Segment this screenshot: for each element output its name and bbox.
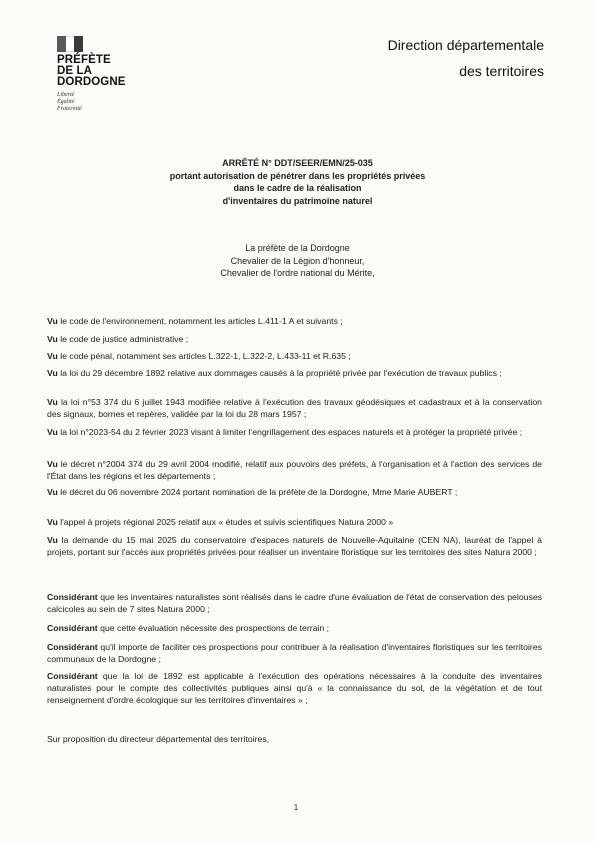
visa-lead: Vu bbox=[47, 316, 58, 326]
visa-lead: Vu bbox=[47, 427, 58, 437]
decree-title bbox=[0, 157, 595, 207]
visa-paragraph bbox=[47, 397, 542, 421]
visa-paragraph bbox=[47, 334, 542, 346]
visa-text: la loi n°2023-54 du 2 février 2023 visant à limiter l'engrillagement des espaces naturels et à protéger la propriété privée ; bbox=[60, 427, 523, 437]
prefecture-name-line: DE LA bbox=[57, 65, 92, 77]
prefecture-logo bbox=[57, 36, 147, 113]
author-distinction: Chevalier de la Légion d'honneur, bbox=[230, 255, 365, 266]
visa-paragraph bbox=[47, 351, 542, 363]
visa-paragraph bbox=[47, 427, 542, 439]
visa-text: le code de justice administrative ; bbox=[60, 334, 189, 344]
visa-text: le décret du 06 novembre 2024 portant nomination de la préfète de la Dordogne, Mme Marie AUBERT ; bbox=[60, 487, 458, 497]
visa-paragraph bbox=[47, 459, 542, 483]
visa-lead: Vu bbox=[47, 334, 58, 344]
motto-line: Liberté bbox=[57, 92, 75, 98]
visa-lead: Vu bbox=[47, 351, 58, 361]
republic-motto bbox=[57, 92, 147, 113]
proposition-line: Sur proposition du directeur départemental des territoires, bbox=[47, 734, 270, 744]
visa-text: le décret n°2004 374 du 29 avril 2004 modifié, relatif aux pouvoirs des préfets, à l'organisation et à l'action des services de l'État dans les régions et les départements ; bbox=[47, 459, 543, 481]
considerant-text: que les inventaires naturalistes sont réalisés dans le cadre d'une évaluation de l'état de conservation des pelouses calcicoles au sein de 7 sites Natura 2000 ; bbox=[47, 592, 542, 614]
visa-lead: Vu bbox=[47, 535, 58, 545]
prefecture-name-line: DORDOGNE bbox=[57, 76, 126, 88]
marianne-flag-icon bbox=[57, 36, 83, 52]
direction-name-line1: Direction départementale bbox=[387, 37, 544, 53]
considerant-lead: Considérant bbox=[47, 642, 98, 652]
visa-paragraph bbox=[47, 535, 542, 559]
direction-name-line2: des territoires bbox=[459, 63, 544, 79]
visa-lead: Vu bbox=[47, 517, 58, 527]
considerant-paragraph bbox=[47, 623, 542, 635]
visa-paragraph bbox=[47, 368, 542, 380]
prefecture-name-line: PRÉFÈTE bbox=[57, 54, 111, 66]
considerant-paragraph bbox=[47, 642, 542, 666]
visa-text: l'appel à projets régional 2025 relatif aux « études et suivis scientifiques Natura 2000 » bbox=[60, 517, 394, 527]
author-distinction: Chevalier de l'ordre national du Mérite, bbox=[220, 268, 375, 278]
visa-lead: Vu bbox=[47, 397, 58, 407]
decree-subject-line: dans le cadre de la réalisation bbox=[233, 183, 362, 193]
prefecture-name bbox=[57, 55, 147, 88]
considerant-lead: Considérant bbox=[47, 671, 98, 681]
visa-lead: Vu bbox=[47, 368, 58, 378]
decree-subject-line: portant autorisation de pénétrer dans les propriétés privées bbox=[169, 170, 426, 181]
visa-text: le code pénal, notamment ses articles L.322-1, L.322-2, L.433-11 et R.635 ; bbox=[60, 351, 351, 361]
author-title: La préfète de la Dordogne bbox=[245, 243, 350, 253]
decree-subject-line: d'inventaires du patrimoine naturel bbox=[222, 195, 373, 206]
visa-paragraph bbox=[47, 487, 542, 499]
considerant-text: que la loi de 1892 est applicable à l'exécution des opérations nécessaires à la conduite des inventaires naturalistes pour le compte des collectivités publiques ainsi qu'à « la connaissance du sol, de la végétation et de tout renseignement d'ordre écologique sur les territoires d'inventaires » ; bbox=[47, 671, 542, 705]
motto-line: Égalité bbox=[57, 99, 75, 105]
visa-paragraph bbox=[47, 517, 542, 529]
decree-number: ARRÊTÉ N° DDT/SEER/EMN/25-035 bbox=[222, 158, 373, 168]
considerant-text: que cette évaluation nécessite des prospections de terrain ; bbox=[100, 623, 330, 633]
visa-text: la loi du 29 décembre 1892 relative aux dommages causés à la propriété privée par l'exécution de travaux publics ; bbox=[60, 368, 502, 378]
visa-text: la loi n°53 374 du 6 juillet 1943 modifiée relative à l'exécution des travaux géodésiques et cadastraux et à la conservation des signaux, bornes et repères, validée par la loi du 28 mars 1957 ; bbox=[47, 397, 542, 419]
considerant-lead: Considérant bbox=[47, 592, 98, 602]
considerant-paragraph bbox=[47, 671, 542, 706]
visa-paragraph bbox=[47, 316, 542, 328]
visa-lead: Vu bbox=[47, 459, 58, 469]
considerant-text: qu'il importe de faciliter ces prospections pour contribuer à la réalisation d'inventaires floristiques sur les territoires communaux de la Dordogne ; bbox=[47, 642, 542, 664]
considerant-lead: Considérant bbox=[47, 623, 98, 633]
considerant-paragraph bbox=[47, 592, 542, 616]
visa-text: le code de l'environnement, notamment les articles L.411-1 A et suivants ; bbox=[60, 316, 343, 326]
visa-lead: Vu bbox=[47, 487, 58, 497]
page-number: 1 bbox=[293, 803, 299, 812]
author-block bbox=[0, 242, 595, 280]
motto-line: Fraternité bbox=[57, 106, 82, 112]
visa-text: la demande du 15 mai 2025 du conservatoire d'espaces naturels de Nouvelle-Aquitaine (CEN NA), lauréat de l'appel à projets, portant sur l'accès aux propriétés privées pour réaliser un inventaire floristique sur les territoires des sites Natura 2000 ; bbox=[47, 535, 542, 557]
